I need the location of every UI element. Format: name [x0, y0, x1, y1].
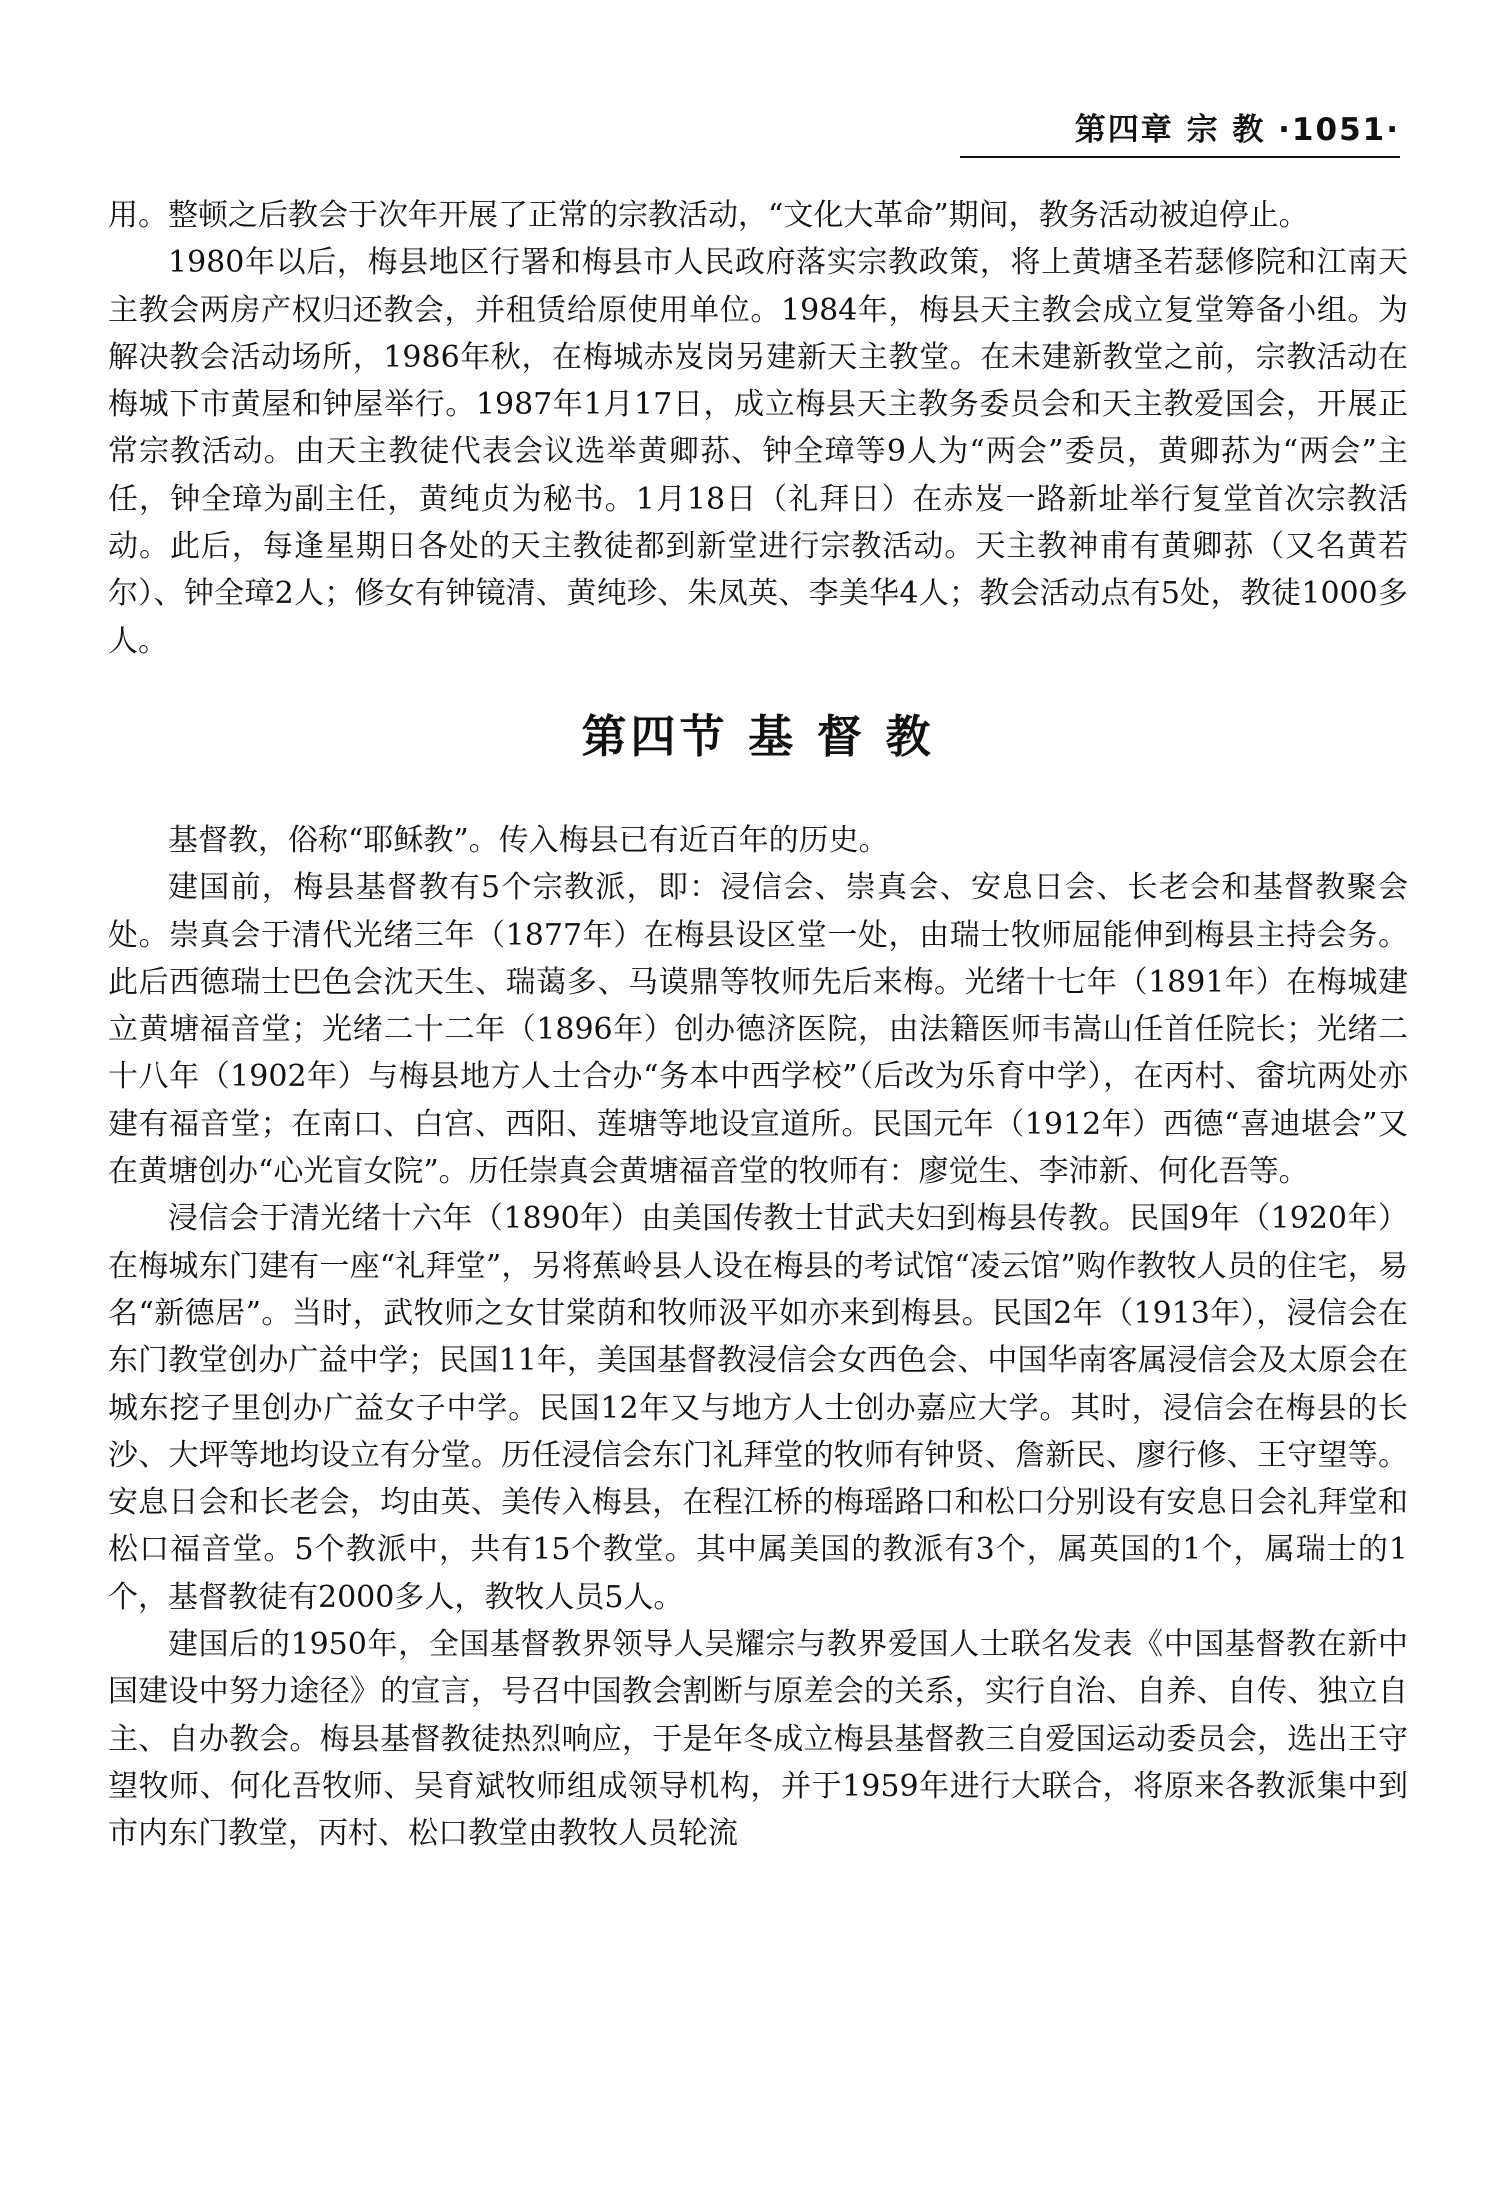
paragraph-baptist-mission: 浸信会于清光绪十六年（1890年）由美国传教士甘武夫妇到梅县传教。民国9年（1920年）在梅城东门建有一座“礼拜堂”，另将蕉岭县人设在梅县的考试馆“凌云馆”购作教牧人员的住宅，易名“新德居”。当时，武牧师之女甘棠荫和牧师汲平如亦来到梅县。民国2年（1913年），浸信会在东门教堂创办广益中学；民国11年，美国基督教浸信会女西色会、中国华南客属浸信会及太原会在城东挖子里创办广益女子中学。民国12年又与地方人士创办嘉应大学。其时，浸信会在梅县的长沙、大坪等地均设立有分堂。历任浸信会东门礼拜堂的牧师有钟贤、詹新民、廖行修、王守望等。安息日会和长老会，均由英、美传入梅县，在程江桥的梅瑶路口和松口分别设有安息日会礼拜堂和松口福音堂。5个教派中，共有15个教堂。其中属美国的教派有3个，属英国的1个，属瑞士的1个，基督教徒有2000多人，教牧人员5人。 — [108, 1201, 1408, 1615]
header-rule — [960, 156, 1400, 158]
paragraph-continuation: 用。整顿之后教会于次年开展了正常的宗教活动，“文化大革命”期间，教务活动被迫停止。 — [108, 198, 1309, 233]
paragraph-catholic-restoration: 1980年以后，梅县地区行署和梅县市人民政府落实宗教政策，将上黄塘圣若瑟修院和江南天主教会两房产权归还教会，并租赁给原使用单位。1984年，梅县天主教会成立复堂筹备小组。为解决教会活动场所，1986年秋，在梅城赤岌岗另建新天主教堂。在未建新教堂之前，宗教活动在梅城下市黄屋和钟屋举行。1987年1月17日，成立梅县天主教务委员会和天主教爱国会，开展正常宗教活动。由天主教徒代表会议选举黄卿荪、钟全璋等9人为“两会”委员，黄卿荪为“两会”主任，钟全璋为副主任，黄纯贞为秘书。1月18日（礼拜日）在赤岌一路新址举行复堂首次宗教活动。此后，每逢星期日各处的天主教徒都到新堂进行宗教活动。天主教神甫有黄卿荪（又名黄若尔）、钟全璋2人；修女有钟镜清、黄纯珍、朱凤英、李美华4人；教会活动点有5处，教徒1000多人。 — [108, 245, 1408, 659]
paragraph-christianity-intro: 基督教，俗称“耶稣教”。传入梅县已有近百年的历史。 — [168, 822, 889, 858]
paragraph-pre-1949-denominations: 建国前，梅县基督教有5个宗教派，即：浸信会、崇真会、安息日会、长老会和基督教聚会处。崇真会于清代光绪三年（1877年）在梅县设区堂一处，由瑞士牧师屈能伸到梅县主持会务。此后西德瑞士巴色会沈天生、瑞蔼多、马谟鼎等牧师先后来梅。光绪十七年（1891年）在梅城建立黄塘福音堂；光绪二十二年（1896年）创办德济医院，由法籍医师韦嵩山任首任院长；光绪二十八年（1902年）与梅县地方人士合办“务本中西学校”（后改为乐育中学），在丙村、畲坑两处亦建有福音堂；在南口、白宫、西阳、莲塘等地设宣道所。民国元年（1912年）西德“喜迪堪会”又在黄塘创办“心光盲女院”。历任崇真会黄塘福音堂的牧师有：廖觉生、李沛新、何化吾等。 — [108, 870, 1408, 1190]
running-header: 第四章 宗 教 ·1051· — [1074, 112, 1400, 148]
page-body — [108, 192, 1408, 1858]
paragraph-post-1949: 建国后的1950年，全国基督教界领导人吴耀宗与教界爱国人士联名发表《中国基督教在新中国建设中努力途径》的宣言，号召中国教会割断与原差会的关系，实行自治、自养、自传、独立自主、自办教会。梅县基督教徒热烈响应，于是年冬成立梅县基督教三自爱国运动委员会，选出王守望牧师、何化吾牧师、吴育斌牧师组成领导机构，并于1959年进行大联合，将原来各教派集中到市内东门教堂，丙村、松口教堂由教牧人员轮流 — [108, 1627, 1408, 1852]
section-title: 第四节 基 督 教 — [581, 709, 935, 763]
